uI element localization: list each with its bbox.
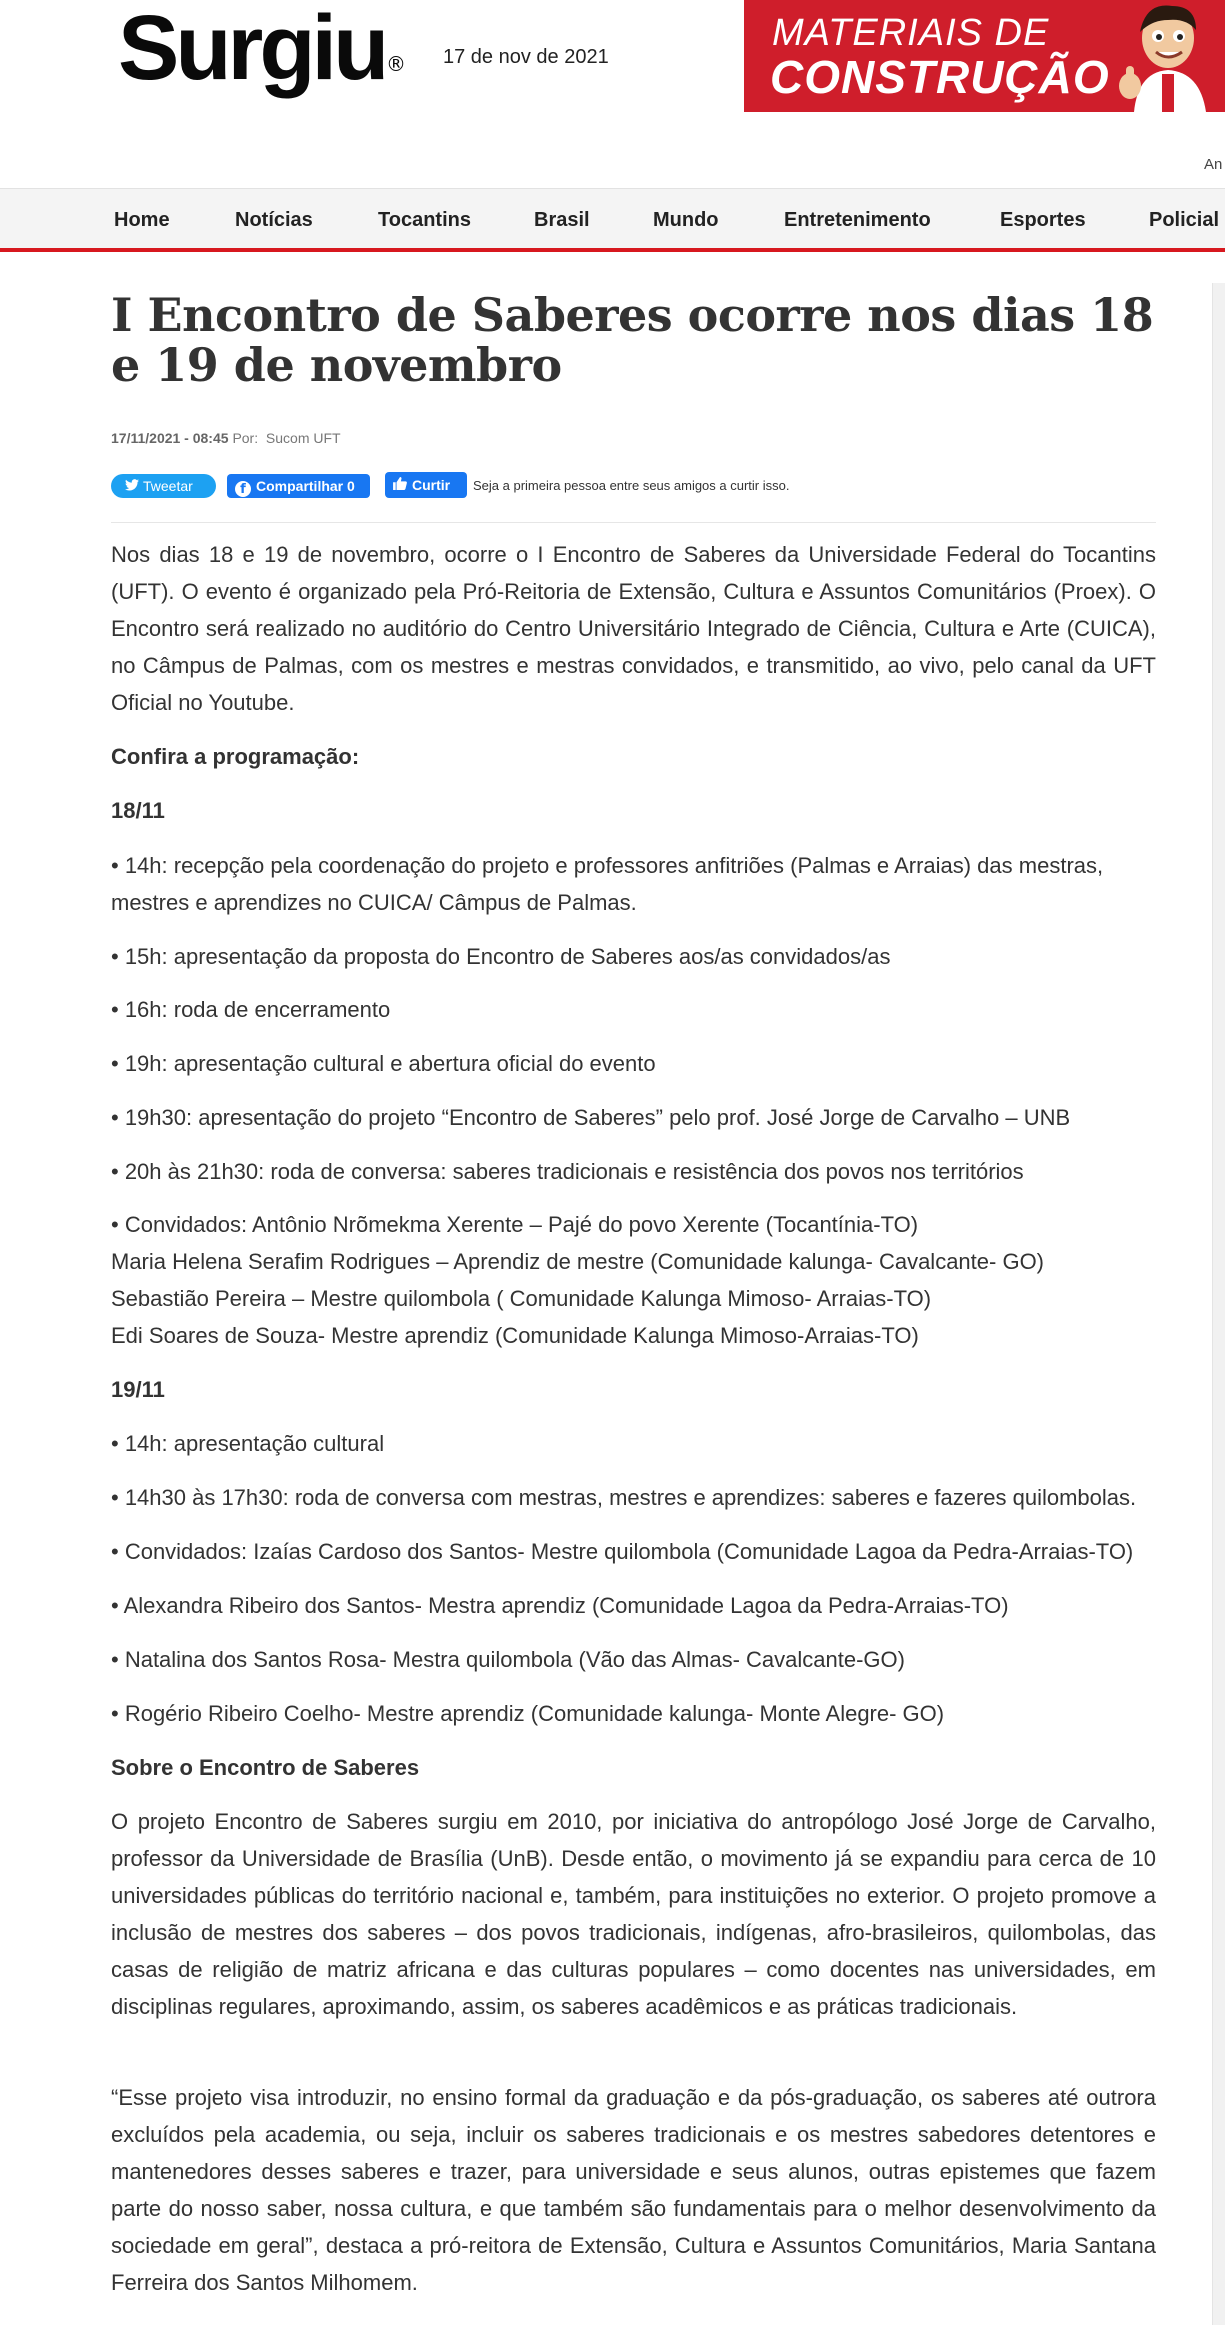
ad-banner[interactable] bbox=[744, 0, 1225, 112]
list-item: • 15h: apresentação da proposta do Encontro de Saberes aos/as convidados/as bbox=[111, 944, 891, 969]
nav-item-policial[interactable]: Policial bbox=[1149, 209, 1220, 231]
list-item: • Convidados: Izaías Cardoso dos Santos- Mestre quilombola (Comunidade Lagoa da Pedra-Arraias-TO) bbox=[111, 1539, 1134, 1564]
header-date: 17 de nov de 2021 bbox=[443, 46, 609, 68]
tweet-button[interactable] bbox=[111, 474, 216, 498]
ad-line1: MATERIAIS DE bbox=[772, 12, 1050, 54]
section-heading: Sobre o Encontro de Saberes bbox=[111, 1755, 420, 1780]
list-item: • 14h: apresentação cultural bbox=[111, 1431, 385, 1456]
nav-item-mundo[interactable]: Mundo bbox=[653, 209, 719, 231]
facebook-icon: f bbox=[235, 481, 251, 497]
main-nav bbox=[0, 188, 1225, 252]
twitter-bird-icon bbox=[125, 474, 139, 498]
tweet-label: Tweetar bbox=[143, 478, 193, 494]
ad-mascot-image bbox=[1116, 0, 1225, 112]
nav-item-brasil[interactable]: Brasil bbox=[534, 209, 590, 231]
article-paragraph: O projeto Encontro de Saberes surgiu em 2010, por iniciativa do antropólogo José Jorge de Carvalho, professor da Universidade de Brasília (UnB). Desde então, o movimento já se expandiu para cerca de 10 universidades públicas do território nacional e, também, para instituições no exterior. O projeto promove a inclusão de mestres dos saberes – dos povos tradicionais, indígenas, afro-brasileiros, quilombolas, das casas de religião de matriz africana e das culturas populares – como docentes nas universidades, em disciplinas regulares, aproximando, assim, os saberes acadêmicos e as práticas tradicionais. bbox=[111, 1809, 1156, 2019]
like-social-text: Seja a primeira pessoa entre seus amigos a curtir isso. bbox=[473, 478, 790, 493]
facebook-like-button[interactable] bbox=[385, 472, 467, 498]
corner-text: An bbox=[1204, 156, 1223, 173]
page-scrollbar[interactable] bbox=[1212, 283, 1225, 2325]
list-item: • Convidados: Antônio Nrõmekma Xerente – Pajé do povo Xerente (Tocantínia-TO) bbox=[111, 1212, 919, 1237]
list-item: • 14h: recepção pela coordenação do projeto e professores anfitriões (Palmas e Arraias) das mestras, mestres e aprendizes no CUICA/ Câmpus de Palmas. bbox=[111, 853, 1104, 915]
article-meta bbox=[111, 430, 341, 446]
list-item: Sebastião Pereira – Mestre quilombola ( Comunidade Kalunga Mimoso- Arraias-TO) bbox=[111, 1286, 932, 1311]
registered-mark: ® bbox=[386, 52, 406, 76]
article-by-label: Por: bbox=[232, 430, 259, 446]
site-logo[interactable]: Surgiu bbox=[118, 0, 386, 99]
nav-item-noticias[interactable]: Notícias bbox=[235, 209, 313, 231]
site-header bbox=[0, 0, 1225, 188]
facebook-like-label: Curtir bbox=[412, 477, 451, 493]
article-date: 17/11/2021 - 08:45 bbox=[111, 430, 229, 446]
section-heading: Confira a programação: bbox=[111, 744, 360, 769]
nav-item-home[interactable]: Home bbox=[114, 209, 170, 231]
article-paragraph: Nos dias 18 e 19 de novembro, ocorre o I Encontro de Saberes da Universidade Federal do Tocantins (UFT). O evento é organizado pela Pró-Reitoria de Extensão, Cultura e Assuntos Comunitários (Proex). O Encontro será realizado no auditório do Centro Universitário Integrado de Ciência, Cultura e Arte (CUICA), no Câmpus de Palmas, com os mestres e mestras convidados, e transmitido, ao vivo, pelo canal da UFT Oficial no Youtube. bbox=[111, 542, 1156, 715]
day-heading: 18/11 bbox=[111, 798, 165, 823]
list-item: • Natalina dos Santos Rosa- Mestra quilombola (Vão das Almas- Cavalcante-GO) bbox=[111, 1647, 905, 1672]
facebook-share-button[interactable] bbox=[227, 474, 370, 498]
list-item: • 14h30 às 17h30: roda de conversa com mestras, mestres e aprendizes: saberes e fazeres quilombolas. bbox=[111, 1485, 1137, 1510]
day-heading: 19/11 bbox=[111, 1377, 165, 1402]
article-paragraph: “Esse projeto visa introduzir, no ensino formal da graduação e da pós-graduação, os saberes até outrora excluídos pela academia, ou seja, incluir os saberes tradicionais e os mestres sabedores detentores e mantenedores desses saberes e trazer, para universidade e seus alunos, outras epistemes que fazem parte do nosso saber, nossa cultura, e que também são fundamentais para o melhor desenvolvimento da sociedade em geral”, destaca a pró-reitora de Extensão, Cultura e Assuntos Comunitários, Maria Santana Ferreira dos Santos Milhomem. bbox=[111, 2085, 1156, 2295]
nav-item-esportes[interactable]: Esportes bbox=[1000, 209, 1086, 231]
divider bbox=[111, 522, 1156, 523]
list-item: • Rogério Ribeiro Coelho- Mestre aprendiz (Comunidade kalunga- Monte Alegre- GO) bbox=[111, 1701, 945, 1726]
list-item: • 19h30: apresentação do projeto “Encontro de Saberes” pelo prof. José Jorge de Carvalho – UNB bbox=[111, 1105, 1071, 1130]
list-item: Maria Helena Serafim Rodrigues – Aprendiz de mestre (Comunidade kalunga- Cavalcante- GO) bbox=[111, 1249, 1045, 1274]
list-item: Edi Soares de Souza- Mestre aprendiz (Comunidade Kalunga Mimoso-Arraias-TO) bbox=[111, 1323, 919, 1348]
nav-item-tocantins[interactable]: Tocantins bbox=[378, 209, 471, 231]
list-item: • Alexandra Ribeiro dos Santos- Mestra aprendiz (Comunidade Lagoa da Pedra-Arraias-TO) bbox=[111, 1593, 1009, 1618]
ad-line2: CONSTRUÇÃO bbox=[770, 51, 1110, 103]
article-author[interactable]: Sucom UFT bbox=[265, 430, 341, 446]
list-item: • 20h às 21h30: roda de conversa: saberes tradicionais e resistência dos povos nos territórios bbox=[111, 1159, 1024, 1184]
nav-item-entretenimento[interactable]: Entretenimento bbox=[784, 209, 931, 231]
facebook-share-label: Compartilhar 0 bbox=[256, 478, 355, 494]
list-item: • 16h: roda de encerramento bbox=[111, 997, 391, 1022]
article-title: I Encontro de Saberes ocorre nos dias 18 e 19 de novembro bbox=[111, 288, 1154, 392]
list-item: • 19h: apresentação cultural e abertura oficial do evento bbox=[111, 1051, 656, 1076]
thumbs-up-icon bbox=[393, 473, 407, 499]
